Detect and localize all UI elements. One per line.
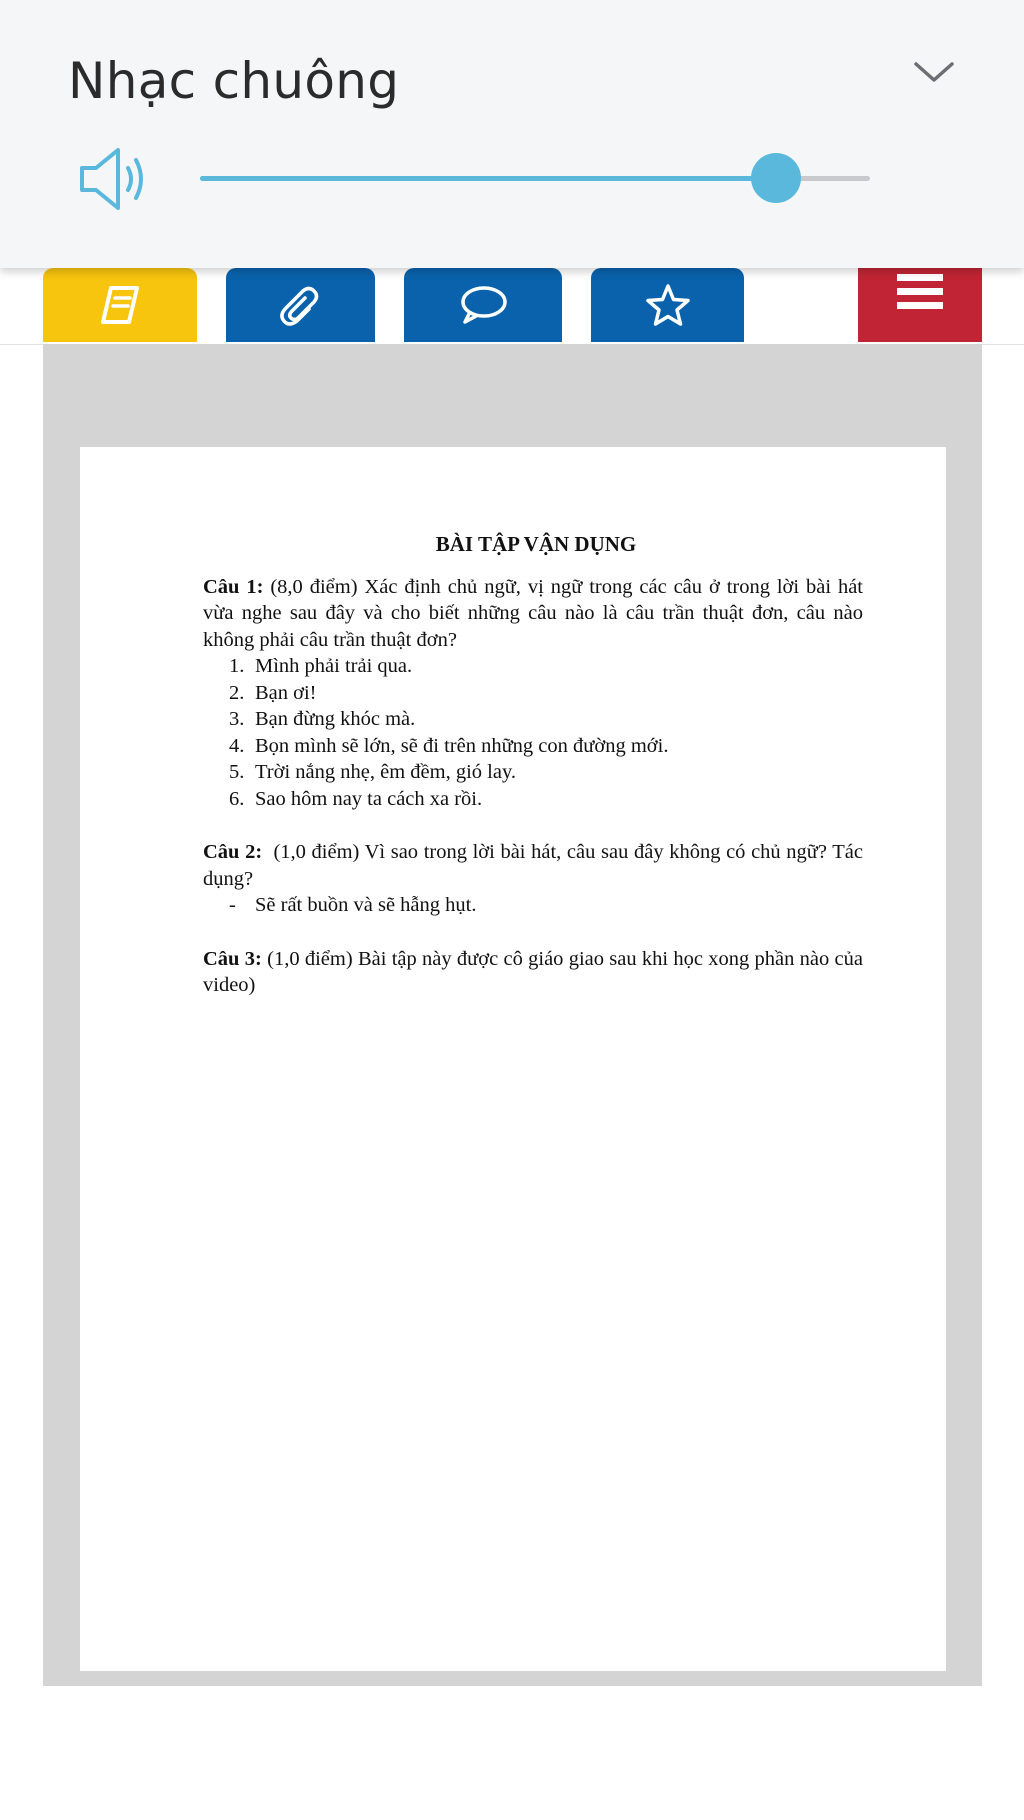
question-3 — [203, 946, 863, 999]
document-viewer[interactable] — [43, 344, 982, 1686]
question-1 — [203, 574, 863, 654]
list-item: 6. Sao hôm nay ta cách xa rồi. — [229, 787, 483, 810]
list-item: - Sẽ rất buồn và sẽ hẫng hụt. — [229, 894, 477, 916]
star-icon — [645, 283, 691, 327]
volume-slider[interactable] — [200, 150, 870, 210]
chat-bubble-icon — [458, 284, 508, 326]
volume-panel — [0, 0, 1024, 268]
tab-comments[interactable] — [404, 268, 562, 342]
book-icon — [97, 284, 143, 326]
question-1-text: (8,0 điểm) Xác định chủ ngữ, vị ngữ trong các câu ở trong lời bài hát vừa nghe sau đây và cho biết những câu nào là câu trần thuật đơn, câu nào không phải câu trần thuật đơn? — [203, 575, 863, 651]
list-item: 2. Bạn ơi! — [229, 681, 317, 704]
list-item: 4. Bọn mình sẽ lớn, sẽ đi trên những con đường mới. — [229, 734, 669, 757]
list-item: 3. Bạn đừng khóc mà. — [229, 708, 416, 730]
list-item: 5. Trời nắng nhẹ, êm đềm, gió lay. — [229, 761, 516, 783]
list-item: 1. Mình phải trải qua. — [229, 655, 413, 677]
question-2-text: (1,0 điểm) Vì sao trong lời bài hát, câu sau đây không có chủ ngữ? Tác dụng? — [203, 841, 863, 890]
slider-thumb[interactable] — [751, 153, 801, 203]
menu-icon — [897, 272, 943, 312]
tab-favorites[interactable] — [591, 268, 744, 342]
paperclip-icon — [279, 283, 323, 327]
document-body — [203, 531, 863, 999]
toolbar — [0, 268, 1024, 345]
speaker-icon[interactable] — [78, 146, 152, 212]
document-title: BÀI TẬP VẬN DỤNG — [435, 532, 637, 556]
question-3-label: Câu 3: — [203, 947, 262, 970]
tab-book[interactable] — [43, 268, 197, 342]
question-3-text: (1,0 điểm) Bài tập này được cô giáo giao sau khi học xong phần nào của video) — [203, 947, 864, 996]
chevron-down-icon[interactable] — [912, 56, 956, 88]
menu-button[interactable] — [858, 268, 982, 342]
question-2-list — [203, 892, 863, 919]
question-2 — [203, 839, 863, 892]
tab-attachments[interactable] — [226, 268, 375, 342]
question-1-label: Câu 1: — [203, 575, 264, 598]
slider-fill — [200, 176, 776, 181]
volume-title: Nhạc chuông — [68, 52, 400, 110]
question-2-label: Câu 2: — [203, 841, 263, 863]
question-1-list — [203, 653, 863, 812]
document-page — [80, 447, 946, 1671]
